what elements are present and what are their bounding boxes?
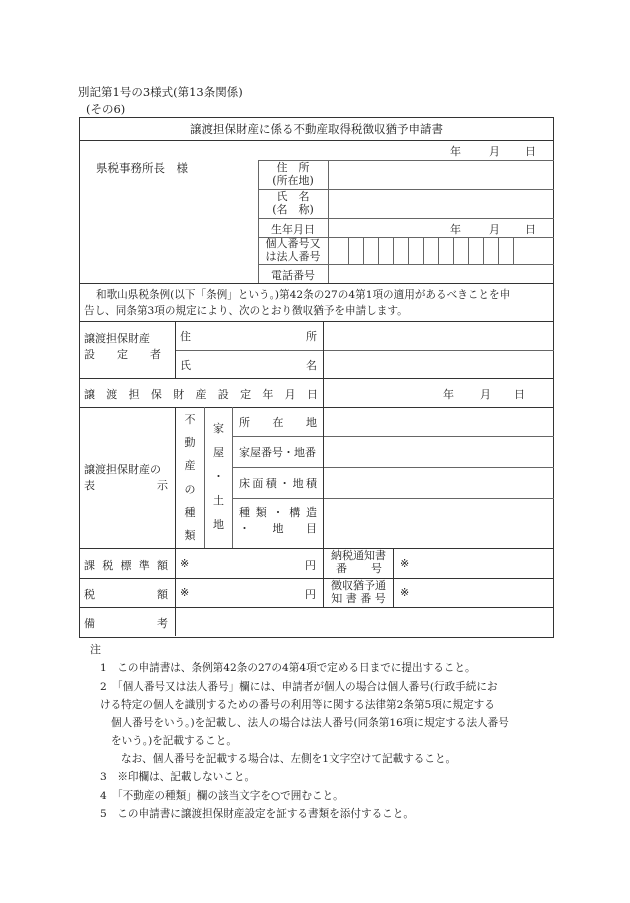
note-4: 4 「不動産の種類」欄の該当文字を○で囲むこと。 [100, 790, 344, 802]
individual-number-boxes[interactable] [328, 237, 554, 264]
tax-notice-number-label: 納税通知書 番 号 [331, 549, 386, 575]
remarks-label: 備 考 [84, 617, 168, 630]
note-2-line-2: ける特定の個人を識別するための番号の利用等に関する法律第2条第5項に規定する [100, 699, 495, 711]
addressee: 県税事務所長 様 [96, 161, 188, 175]
deferral-notice-mark: ※ [400, 586, 410, 599]
tax-amount-mark: ※ [180, 586, 190, 599]
phone-label: 電話番号 [271, 269, 315, 282]
tax-base-unit: 円 [305, 559, 316, 572]
birth-day-label: 日 [525, 223, 536, 236]
setter-label: 譲渡担保財産 設 定 者 [84, 332, 161, 361]
tax-amount-unit: 円 [305, 588, 316, 601]
note-2-line-1: 2 「個人番号又は法人番号」欄には、申請者が個人の場合は個人番号(行政手続にお [100, 681, 498, 693]
kind-structure-field[interactable] [324, 499, 554, 548]
statement-line-2: 告し、同条第3項の規定により、次のとおり徴収猶予を申請します。 [84, 305, 408, 317]
tax-base-label: 課 税 標 準 額 [84, 559, 168, 572]
note-5: 5 この申請書に譲渡担保財産設定を証する書類を添付すること。 [100, 808, 414, 820]
setting-year-label: 年 [443, 388, 454, 401]
house-number-label: 家屋番号・地番 [239, 446, 316, 459]
tax-notice-mark: ※ [400, 557, 410, 570]
tax-amount-label: 税 額 [84, 588, 168, 601]
name-label: 氏 名 (名 称) [272, 190, 314, 216]
statement-line-1: 和歌山県税条例(以下「条例」という。)第42条の27の4第1項の適用があるべきことを申 [96, 289, 511, 301]
deferral-notice-number-label: 徴収猶予通 知 書 番 号 [331, 579, 386, 605]
setter-name-field[interactable] [324, 351, 554, 378]
house-number-field[interactable] [324, 437, 554, 467]
date-year-label: 年 [450, 145, 461, 158]
property-description-label: 譲渡担保財産の 表 示 [84, 463, 168, 492]
birth-month-label: 月 [489, 223, 500, 236]
setting-day-label: 日 [514, 388, 525, 401]
real-estate-type-label: 不 動 産 の 種 類 [184, 413, 196, 542]
form-variant: (その6) [86, 102, 126, 116]
setter-name-label: 氏 名 [180, 359, 317, 372]
setting-date-label: 譲 渡 担 保 財 産 設 定 年 月 日 [84, 388, 318, 401]
birthdate-label: 生年月日 [271, 223, 315, 236]
location-field[interactable] [324, 408, 554, 436]
date-day-label: 日 [525, 145, 536, 158]
remarks-field[interactable] [176, 608, 554, 636]
setter-address-label: 住 所 [180, 330, 317, 343]
birth-year-label: 年 [450, 223, 461, 236]
house-land-option[interactable]: 家 屋 ・ 土 地 [213, 422, 224, 531]
notes-heading: 注 [90, 643, 101, 656]
birthdate-field[interactable] [328, 218, 554, 237]
note-3: 3 ※印欄は、記載しないこと。 [100, 771, 256, 783]
date-month-label: 月 [489, 145, 500, 158]
note-2-line-4: をいう。)を記載すること。 [111, 735, 237, 747]
phone-field[interactable] [328, 264, 554, 283]
note-2-line-3: 個人番号をいう。)を記載し、法人の場合は法人番号(同条第16項に規定する法人番号 [111, 717, 509, 729]
floor-area-field[interactable] [324, 468, 554, 498]
individual-corporate-number-label: 個人番号又 は法人番号 [265, 237, 321, 263]
setter-address-field[interactable] [324, 322, 554, 350]
note-1: 1 この申請書は、条例第42条の27の4第4項で定める日までに提出すること。 [100, 662, 476, 674]
note-2-line-5: なお、個人番号を記載する場合は、左側を1文字空けて記載すること。 [121, 753, 457, 765]
name-field[interactable] [328, 189, 554, 218]
location-label: 所 在 地 [239, 416, 317, 429]
tax-base-mark: ※ [180, 557, 190, 570]
kind-structure-label: 種 類 ・ 構 造 ・ 地 目 [239, 506, 317, 535]
floor-area-label: 床 面 積 ・ 地 積 [239, 477, 317, 490]
address-label: 住 所 (所在地) [272, 161, 314, 187]
address-field[interactable] [328, 160, 554, 189]
form-title: 譲渡担保財産に係る不動産取得税徴収猶予申請書 [190, 122, 443, 136]
setting-month-label: 月 [480, 388, 491, 401]
form-reference: 別記第1号の3様式(第13条関係) [78, 85, 243, 99]
